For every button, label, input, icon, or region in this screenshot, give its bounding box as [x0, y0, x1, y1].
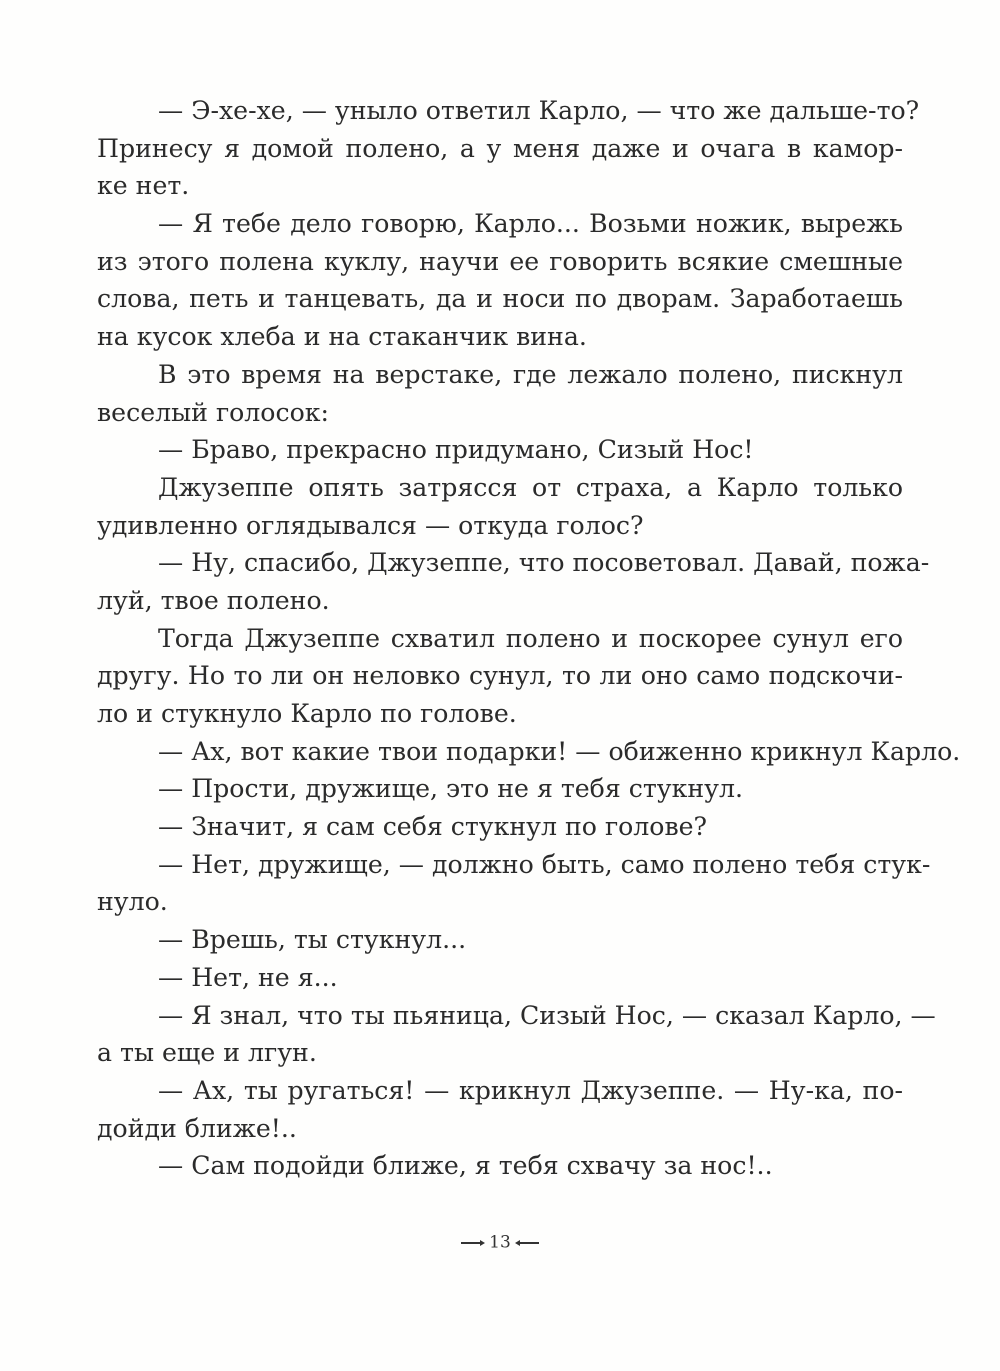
- page-number-value: 13: [489, 1232, 511, 1253]
- text-line: — Ну, спасибо, Джузеппе, что посоветовал. Давай, пожа-: [158, 548, 930, 578]
- text-line: луй, твое полено.: [97, 585, 330, 615]
- text-line: удивленно оглядывался — откуда голос?: [97, 510, 644, 540]
- folio-ornament-right: [517, 1242, 539, 1244]
- text-line: из этого полена куклу, научи ее говорить всякие смешные: [97, 246, 903, 276]
- text-line: ке нет.: [97, 171, 190, 201]
- text-line: В это время на верстаке, где лежало полено, пискнул: [158, 359, 903, 389]
- text-line: веселый голосок:: [97, 397, 329, 427]
- text-line: ло и стукнуло Карло по голове.: [97, 699, 517, 728]
- text-line: — Прости, дружище, это не я тебя стукнул.: [158, 774, 743, 804]
- text-line: — Браво, прекрасно придумано, Сизый Нос!: [158, 435, 754, 465]
- text-line: — Я знал, что ты пьяница, Сизый Нос, — сказал Карло, —: [158, 1000, 936, 1030]
- text-line: нуло.: [97, 887, 168, 917]
- text-line: слова, петь и танцевать, да и носи по дворам. Заработаешь: [97, 284, 903, 314]
- text-line: дойди ближе!..: [97, 1113, 297, 1143]
- page-number: [0, 1230, 1000, 1255]
- text-line: — Нет, дружище, — должно быть, само полено тебя стук-: [158, 849, 931, 879]
- text-line: — Сам подойди ближе, я тебя схвачу за нос!..: [158, 1151, 773, 1181]
- text-line: — Э-хе-хе, — уныло ответил Карло, — что же дальше-то?: [158, 96, 920, 125]
- text-line: — Я тебе дело говорю, Карло... Возьми ножик, вырежь: [158, 209, 903, 239]
- text-line: Тогда Джузеппе схватил полено и поскорее сунул его: [158, 623, 903, 653]
- text-line: — Ах, вот какие твои подарки! — обиженно крикнул Карло.: [158, 736, 961, 766]
- text-line: Принесу я домой полено, а у меня даже и очага в камор-: [97, 133, 903, 163]
- body-text: [97, 92, 961, 1185]
- text-line: а ты еще и лгун.: [97, 1038, 317, 1068]
- text-line: — Ах, ты ругаться! — крикнул Джузеппе. — Ну-ка, по-: [158, 1075, 903, 1105]
- text-line: — Врешь, ты стукнул...: [158, 925, 467, 955]
- text-line: Джузеппе опять затрясся от страха, а Карло только: [158, 472, 903, 502]
- text-line: на кусок хлеба и на стаканчик вина.: [97, 322, 587, 352]
- text-line: — Значит, я сам себя стукнул по голове?: [158, 812, 708, 842]
- folio-ornament-left: [461, 1242, 483, 1244]
- text-line: — Нет, не я...: [158, 962, 338, 992]
- text-line: другу. Но то ли он неловко сунул, то ли оно само подскочи-: [97, 661, 903, 691]
